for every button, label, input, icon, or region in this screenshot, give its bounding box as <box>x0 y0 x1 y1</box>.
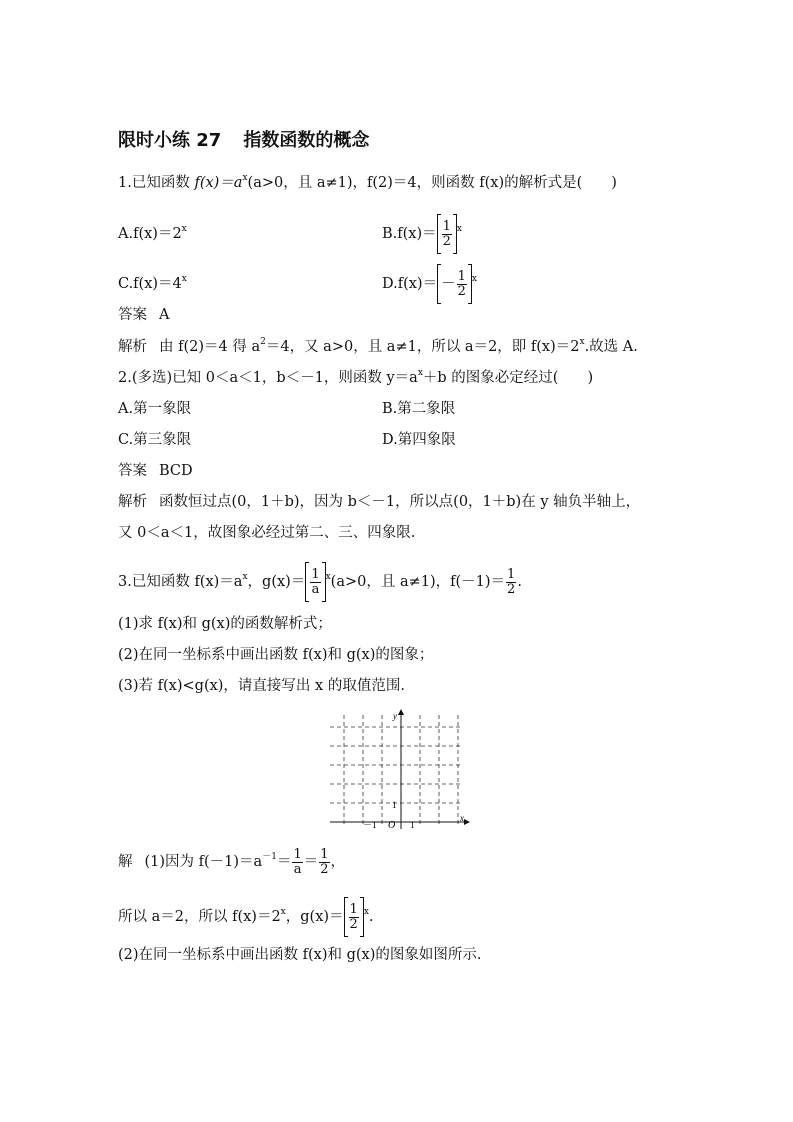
x-axis-arrow <box>464 819 470 825</box>
tick-x-neg1: －1 <box>363 820 377 830</box>
q1-option-a: $A.f(x)=2^x$ <box>118 224 187 242</box>
page-title <box>118 126 369 152</box>
q3-solution-1: 解 (1)因为 $f(-1)=a^{-1}=$ $\frac{1}{a}$ ＝ $\frac{1}{2}$ ， <box>118 846 345 877</box>
tick-x-1: 1 <box>410 820 415 830</box>
q2-option-c: C.第三象限 <box>118 432 192 448</box>
q3-solution-2: 所以 a＝2，所以 $f(x)=2^x$，g(x)＝ $\frac{1}{2}$ $^x$. <box>118 897 374 937</box>
title-main: 限时小练 27 <box>118 130 222 151</box>
q2-option-d: D.第四象限 <box>382 432 456 448</box>
q2-option-a: A.第一象限 <box>118 401 192 417</box>
q1-option-b: B.f(x)＝ $\frac{1}{2}$ $^x$ <box>382 214 462 254</box>
q1-stem: 1.已知函数 $f(x)=a^x(a>0$，且 a≠1)，f(2)＝4，则函数 f(x)的解析式是( ) <box>118 173 617 191</box>
y-axis-arrow <box>398 709 404 715</box>
q2-stem: 2.(多选)已知 0＜a＜1，b＜－1，则函数 $y=a^x+b$ 的图象必定经过( ) <box>118 368 594 386</box>
q2-answer: 答案 BCD <box>118 463 193 479</box>
coordinate-grid <box>326 707 472 831</box>
q3-stem: 3.已知函数 $f(x)=a^x$，g(x)＝ $\frac{1}{a}$ $^x$(a>0，且 a≠1)，f(－1)＝ $\frac{1}{2}$ . <box>118 562 522 602</box>
q3-solution-3: (2)在同一坐标系中画出函数 f(x)和 g(x)的图象如图所示. <box>118 947 482 963</box>
q3-part3: (3)若 f(x)<g(x)，请直接写出 x 的取值范围. <box>118 678 405 694</box>
q2-option-b: B.第二象限 <box>382 401 456 417</box>
x-axis-label: x <box>460 813 464 823</box>
q1-analysis: 解析 由 f(2)＝4 得 $a^2=4$，又 a>0，且 a≠1，所以 a＝2，即 $f(x)=2^x$.故选 A. <box>118 337 638 355</box>
q2-analysis-cont: 又 0＜a＜1，故图象必经过第二、三、四象限. <box>118 525 416 541</box>
q2-analysis: 解析 函数恒过点(0，1＋b)，因为 b＜－1，所以点(0，1＋b)在 y 轴负半轴上， <box>118 494 641 510</box>
q1-option-c: $C.f(x)=4^x$ <box>118 274 187 292</box>
q3-part2: (2)在同一坐标系中画出函数 f(x)和 g(x)的图象； <box>118 647 434 663</box>
q3-part1: (1)求 f(x)和 g(x)的函数解析式； <box>118 616 332 632</box>
title-topic: 指数函数的概念 <box>243 130 370 151</box>
q1-answer: 答案 A <box>118 307 170 323</box>
origin-label: O <box>388 820 396 831</box>
q1-option-d: D.f(x)＝ － $\frac{1}{2}$ $^x$ <box>382 264 477 304</box>
y-axis-label: y <box>393 711 397 721</box>
tick-y-1: 1 <box>392 800 397 810</box>
